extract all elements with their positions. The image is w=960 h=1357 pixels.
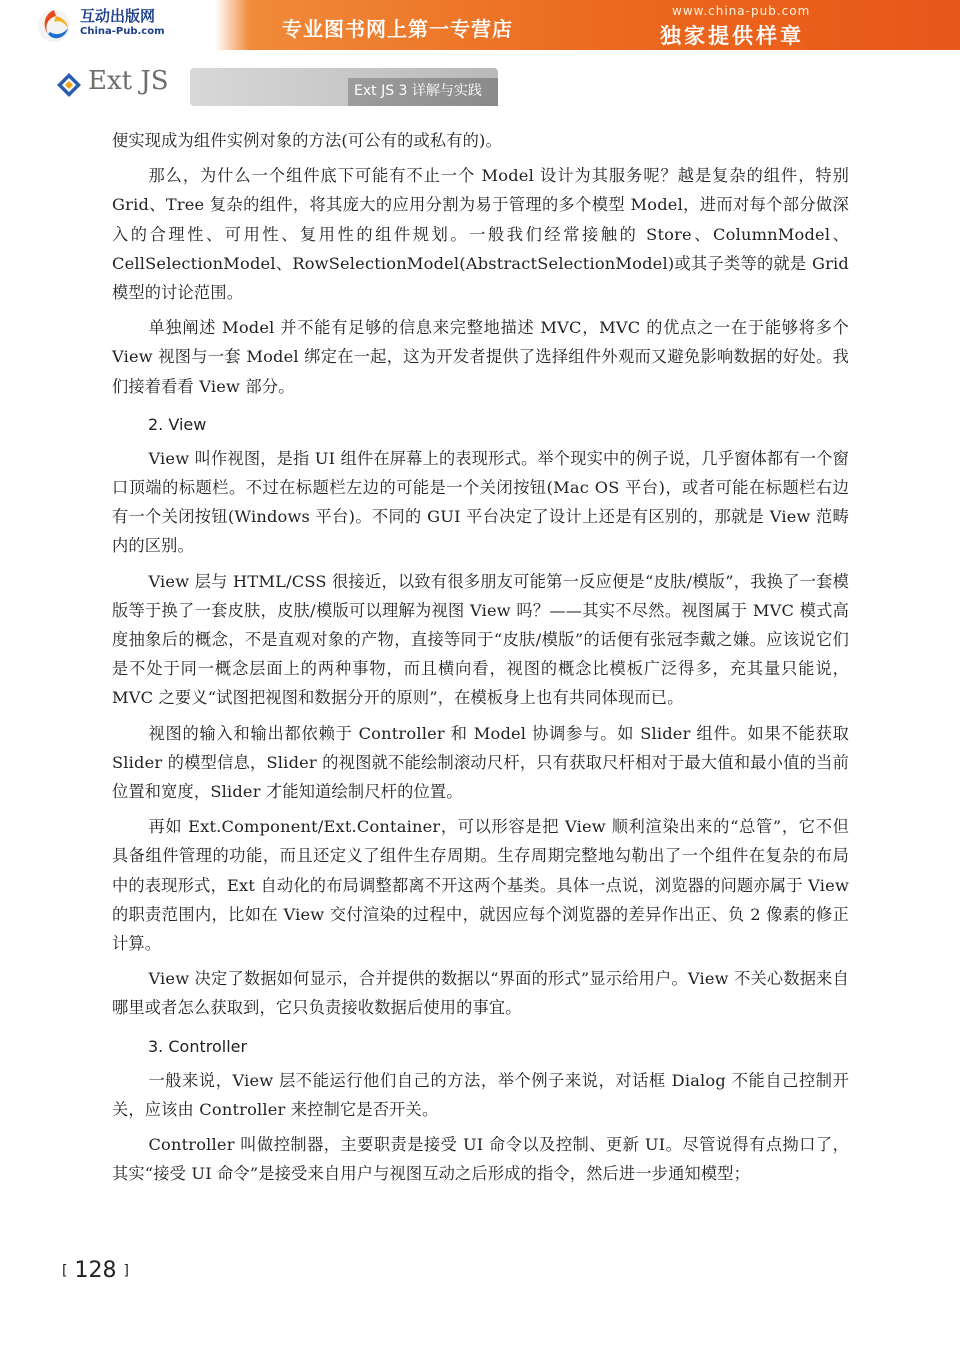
paragraph: View 层与 HTML/CSS 很接近，以致有很多朋友可能第一反应便是“皮肤/模版”，我换了一套模版等于换了一套皮肤，皮肤/模版可以理解为视图 View 吗？——其实不尽然。视图属于 MVC 模式高度抽象后的概念，不是直观对象的产物，直接等同于“皮肤/模版”的话便有张冠李戴之嫌。应该说它们是不处于同一概念层面上的两种事物，而且横向看，视图的概念比模板广泛得多，充其量只能说，MVC 之要义“试图把视图和数据分开的原则”，在模板身上也有共同体现而已。 — [112, 571, 849, 708]
paragraph: 便实现成为组件实例对象的方法(可公有的或私有的)。 — [112, 131, 502, 150]
paragraph: 那么，为什么一个组件底下可能有不止一个 Model 设计为其服务呢？越是复杂的组件，特别 Grid、Tree 复杂的组件，将其庞大的应用分割为易于管理的多个模型 Model，进而对每个部分做深入的合理性、可用性、复用性的组件规划。一般我们经常接触的 Store、ColumnModel、CellSelectionModel、RowSelectionModel(AbstractSelectionModel)或其子类等的就是 Grid 模型的讨论范围。 — [112, 166, 849, 303]
paragraph: View 决定了数据如何显示，合并提供的数据以“界面的形式”显示给用户。View 不关心数据来自哪里或者怎么获取到，它只负责接收数据后使用的事宜。 — [112, 969, 849, 1018]
extjs-logo-text: Ext JS — [88, 66, 169, 96]
paragraph: 一般来说，View 层不能运行他们自己的方法，举个例子来说，对话框 Dialog 不能自己控制开关，应该由 Controller 来控制它是否开关。 — [112, 1070, 849, 1119]
china-pub-logo-icon — [34, 6, 74, 46]
banner-slogan: 专业图书网上第一专营店 — [282, 17, 513, 41]
bracket-right: ] — [123, 1263, 129, 1279]
banner-url: www.china-pub.com — [672, 4, 811, 18]
page-content — [112, 126, 849, 1189]
brand-sub: China-Pub.com — [80, 26, 165, 37]
paragraph: 视图的输入和输出都依赖于 Controller 和 Model 协调参与。如 Slider 组件。如果不能获取 Slider 的模型信息，Slider 的视图就不能绘制滚动尺杆，只有获取尺杆相对于最大值和最小值的当前位置和宽度，Slider 才能知道绘制尺杆的位置。 — [112, 723, 849, 802]
top-banner — [0, 0, 960, 50]
paragraph: View 叫作视图，是指 UI 组件在屏幕上的表现形式。举个现实中的例子说，几乎窗体都有一个窗口顶端的标题栏。不过在标题栏左边的可能是一个关闭按钮(Mac OS 平台)，或者可能在标题栏右边有一个关闭按钮(Windows 平台)。不同的 GUI 平台决定了设计上还是有区别的，那就是 View 范畴内的区别。 — [112, 448, 849, 556]
book-title: Ext JS 3 详解与实践 — [354, 83, 482, 99]
brand-name: 互动出版网 — [80, 7, 156, 25]
page-number-value: 128 — [74, 1258, 117, 1283]
section-heading-view: 2. View — [148, 414, 207, 434]
banner-exclusive: 独家提供样章 — [660, 23, 804, 48]
paragraph: 单独阐述 Model 并不能有足够的信息来完整地描述 MVC，MVC 的优点之一在于能够将多个 View 视图与一套 Model 绑定在一起，这为开发者提供了选择组件外观而又避免影响数据的好处。我们接着看看 View 部分。 — [112, 318, 849, 396]
section-heading-controller: 3. Controller — [148, 1036, 248, 1056]
banner-brand — [80, 8, 165, 40]
paragraph: 再如 Ext.Component/Ext.Container，可以形容是把 View 顺利渲染出来的“总管”，它不但具备组件管理的功能，而且还定义了组件生存周期。生存周期完整地勾勒出了一个组件在复杂的布局中的表现形式，Ext 自动化的布局调整都离不开这两个基类。具体一点说，浏览器的问题亦属于 View 的职责范围内，比如在 View 交付渲染的过程中，就因应每个浏览器的差异作出正、负 2 像素的修正计算。 — [112, 817, 849, 954]
extjs-logo-icon — [56, 72, 82, 98]
paragraph: Controller 叫做控制器，主要职责是接受 UI 命令以及控制、更新 UI。尽管说得有点拗口了，其实“接受 UI 命令”是接受来自用户与视图互动之后形成的指令，然后进一步通知模型； — [112, 1135, 849, 1184]
bracket-left: [ — [62, 1263, 68, 1279]
page-number — [62, 1258, 129, 1283]
